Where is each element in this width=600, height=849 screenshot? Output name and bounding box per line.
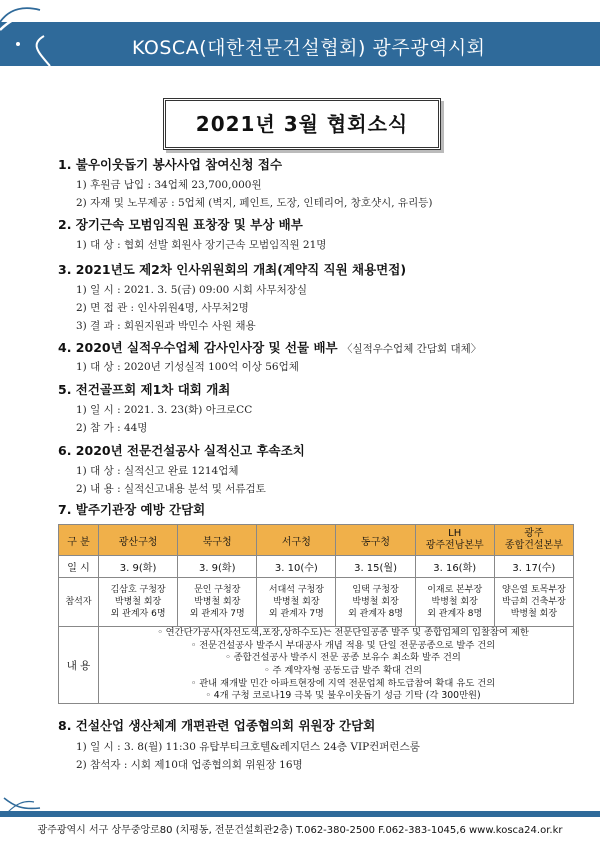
section-3-item-1: 1) 일 시 : 2021. 3. 5(금) 09:00 시회 사무처장실 xyxy=(76,284,307,296)
content-line: ◦ 종합건설공사 발주시 전문 공종 보유수 최소화 발주 건의 xyxy=(225,652,461,664)
header-banner xyxy=(0,0,600,70)
section-5-item-1: 1) 일 시 : 2021. 3. 23(화) 아크로CC xyxy=(76,404,253,416)
content-line: ◦ 연간단가공사(차선도색,포장,상하수도)는 전문단일공종 발주 및 종합업체의 입찰참여 제한 xyxy=(157,627,529,639)
table-org-cell: 광산구청 xyxy=(99,525,178,556)
section-8-item-2: 2) 참석자 : 시회 제10대 업종협의회 위원장 16명 xyxy=(76,759,303,771)
table-org-cell: LH 광주전남본부 xyxy=(415,525,494,556)
section-8-heading: 8. 건설산업 생산체계 개편관련 업종협의회 위원장 간담회 xyxy=(58,718,376,733)
table-attendees-cell: 서대석 구청장 박병철 회장 외 관계자 7명 xyxy=(257,578,336,627)
section-1-item-2: 2) 자재 및 노무제공 : 5업체 (벽지, 페인트, 도장, 인테리어, 창호샷시, 유리등) xyxy=(76,197,433,209)
section-5-item-2: 2) 참 가 : 44명 xyxy=(76,422,148,434)
table-date-cell: 3. 15(월) xyxy=(336,556,415,578)
table-date-row xyxy=(59,556,574,578)
table-date-cell: 3. 9(화) xyxy=(99,556,178,578)
section-3-item-2: 2) 면 접 관 : 인사위원4명, 사무처2명 xyxy=(76,302,249,314)
page-title: 2021년 3월 협회소식 xyxy=(195,112,409,136)
table-org-cell: 북구청 xyxy=(178,525,257,556)
section-4-heading: 4. 2020년 실적우수업체 감사인사장 및 선물 배부 〈실적우수업체 간담회 대체〉 xyxy=(58,340,482,355)
table-attendees-row xyxy=(59,578,574,627)
page-title-box xyxy=(163,98,441,150)
section-3-item-3: 3) 결 과 : 회원지원과 박민수 사원 채용 xyxy=(76,320,256,332)
section-4-item-1: 1) 대 상 : 2020년 기성실적 100억 이상 56업체 xyxy=(76,361,299,373)
table-attendees-cell: 이재로 본부장 박병철 회장 외 관계자 8명 xyxy=(415,578,494,627)
table-label-attendees: 참석자 xyxy=(59,578,99,627)
section-2-heading: 2. 장기근속 모범임직원 표창장 및 부상 배부 xyxy=(58,217,303,232)
table-date-cell: 3. 9(화) xyxy=(178,556,257,578)
table-label-content: 내 용 xyxy=(59,627,99,704)
table-attendees-cell: 김삼호 구청장 박병철 회장 외 관계자 6명 xyxy=(99,578,178,627)
section-6-heading: 6. 2020년 전문건설공사 실적신고 후속조치 xyxy=(58,443,305,458)
table-org-cell: 동구청 xyxy=(336,525,415,556)
table-attendees-cell: 양은열 토목부장 박금희 건축부장 박병철 회장 xyxy=(494,578,573,627)
content-line: ◦ 전문건설공사 발주시 부대공사 개념 적용 및 단일 전문공종으로 발주 건의 xyxy=(190,639,496,651)
section-8-item-1: 1) 일 시 : 3. 8(월) 11:30 유탑부티크호텔&레지던스 24층 VIP컨퍼런스룸 xyxy=(76,741,420,753)
section-1-heading: 1. 불우이웃돕기 봉사사업 참여신청 접수 xyxy=(58,157,283,172)
table-attendees-cell: 문인 구청장 박병철 회장 외 관계자 7명 xyxy=(178,578,257,627)
section-5-heading: 5. 전건골프회 제1차 대회 개최 xyxy=(58,382,231,397)
section-3-heading: 3. 2021년도 제2차 인사위원회의 개최(계약직 직원 채용면접) xyxy=(58,262,407,277)
visit-schedule-table xyxy=(58,524,574,704)
section-2-item-1: 1) 대 상 : 협회 선발 회원사 장기근속 모범임직원 21명 xyxy=(76,239,327,251)
footer-swoosh-icon xyxy=(0,796,600,818)
table-date-cell: 3. 16(화) xyxy=(415,556,494,578)
content-line: ◦ 4개 구청 코로나19 극복 및 불우이웃돕기 성금 기탁 (각 300만원) xyxy=(205,690,481,702)
section-6-item-2: 2) 내 용 : 실적신고내용 분석 및 서류검토 xyxy=(76,483,266,495)
org-title: KOSCA(대한전문건설협회) 광주광역시회 xyxy=(132,37,486,59)
table-label-date: 일 시 xyxy=(59,556,99,578)
content-line: ◦ 주 계약자형 공동도급 발주 확대 건의 xyxy=(264,665,422,676)
table-header-row xyxy=(59,525,574,556)
section-6-item-1: 1) 대 상 : 실적신고 완료 1214업체 xyxy=(76,465,239,477)
table-date-cell: 3. 17(수) xyxy=(494,556,573,578)
table-content-cell xyxy=(99,627,574,704)
content-line: ◦ 관내 재개발 민간 아파트현장에 지역 전문업체 하도급참여 확대 유도 건의 xyxy=(190,677,496,689)
table-label-category: 구 분 xyxy=(59,525,99,556)
table-attendees-cell: 임택 구청장 박병철 회장 외 관계자 8명 xyxy=(336,578,415,627)
section-1-item-1: 1) 후원금 납입 : 34업체 23,700,000원 xyxy=(76,179,262,191)
table-content-row xyxy=(59,627,574,704)
table-org-cell: 서구청 xyxy=(257,525,336,556)
footer-address: 광주광역시 서구 상무중앙로80 (치평동, 전문건설회관2층) T.062-380-2500 F.062-383-1045,6 www.kosca24.or.kr xyxy=(37,825,563,836)
section-7-heading: 7. 발주기관장 예방 간담회 xyxy=(58,502,206,517)
section-4-note: 〈실적우수업체 간담회 대체〉 xyxy=(341,343,482,355)
table-org-cell: 광주 종합건설본부 xyxy=(494,525,573,556)
table-date-cell: 3. 10(수) xyxy=(257,556,336,578)
